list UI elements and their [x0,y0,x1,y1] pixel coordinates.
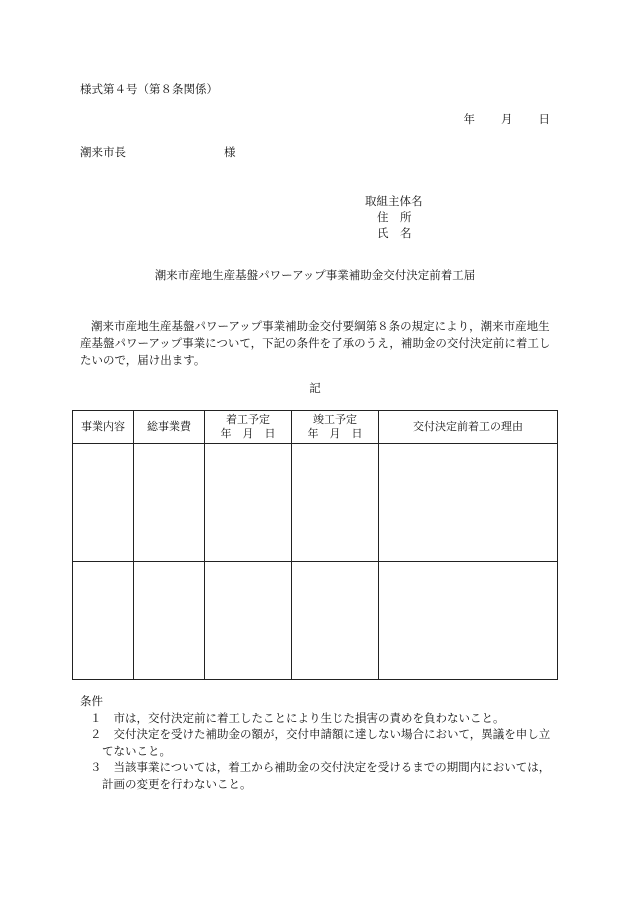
table-cell[interactable] [205,444,292,562]
conditions-section [80,693,560,792]
applicant-name-label: 氏 名 [377,226,412,240]
list-item: ３ 当該事業については，着工から補助金の交付決定を受けるまでの期間内においては，計画の変更を行わないこと。 [90,760,551,791]
table-cell[interactable] [379,444,558,562]
applicant-address-label: 住 所 [377,210,412,224]
conditions-list [80,710,560,793]
addressee [80,144,236,160]
table-row [73,444,558,562]
addressee-honorific: 様 [224,145,236,159]
date-day: 日 [538,112,550,126]
table-cell[interactable] [292,444,379,562]
header-start-date: 着工予定 年 月 日 [205,411,292,444]
list-item: １ 市は，交付決定前に着工したことにより生じた損害の責めを負わないこと。 [90,710,505,725]
header-reason: 交付決定前着工の理由 [379,411,558,444]
date-month: 月 [501,112,513,126]
table-cell[interactable] [292,562,379,680]
applicant-entity-label: 取組主体名 [365,194,423,208]
ki-heading: 記 [309,381,321,395]
applicant-block [365,193,423,241]
form-number: 様式第４号（第８条関係） [80,82,218,96]
date-line [464,111,551,127]
table-cell[interactable] [73,562,134,680]
addressee-name: 潮来市長 [80,145,126,159]
table-cell[interactable] [73,444,134,562]
table-header-row [73,411,558,444]
body-paragraph: 潮来市産地生産基盤パワーアップ事業補助金交付要綱第８条の規定により，潮来市産地生産基盤パワーアップ事業について，下記の条件を了承のうえ，補助金の交付決定前に着工したいので，届け出ます。 [80,319,551,367]
table-row [73,562,558,680]
date-year: 年 [463,112,475,126]
document-title: 潮来市産地生産基盤パワーアップ事業補助金交付決定前着工届 [154,268,476,282]
table-cell[interactable] [205,562,292,680]
list-item: ２ 交付決定を受けた補助金の額が，交付申請額に達しない場合において，異議を申し立てないこと。 [90,727,551,758]
conditions-heading: 条件 [80,694,103,708]
header-total-cost: 総事業費 [134,411,205,444]
table-cell[interactable] [134,444,205,562]
project-table [72,410,558,680]
header-completion-date: 竣工予定 年 月 日 [292,411,379,444]
table-cell[interactable] [134,562,205,680]
table-cell[interactable] [379,562,558,680]
header-project-content: 事業内容 [73,411,134,444]
